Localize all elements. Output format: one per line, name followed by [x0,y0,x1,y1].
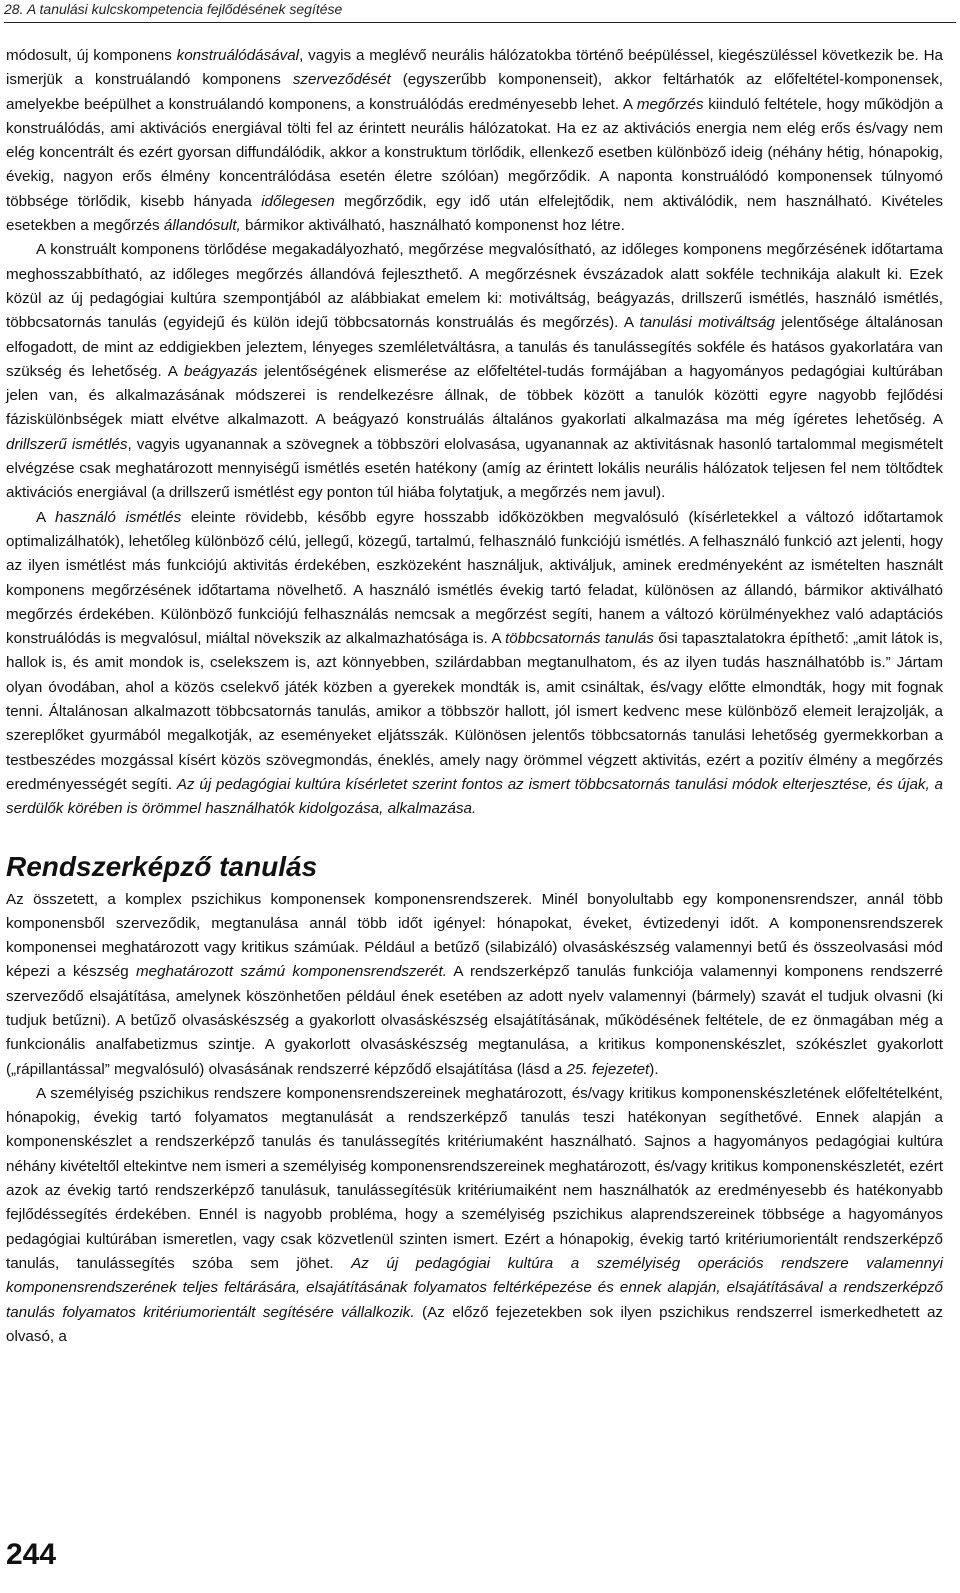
body-paragraph [6,238,943,505]
emphasis-text: 25. fejezetet [566,1060,650,1078]
emphasis-text: szerveződését [292,71,391,89]
page-body [6,44,943,1349]
text-run: ). [649,1060,659,1078]
text-run: (Az előző fejezetekben sok ilyen pszichikus rendszerrel ismerkedhetett az olvasó, a [6,1303,943,1345]
emphasis-text: megőrzés [636,95,704,113]
emphasis-text: időlegesen [261,192,335,210]
text-run: A konstruált komponens törlődése megakadályozható, megőrzése megvalósítható, az időleges komponens megőrzésének időtartama meghosszabbítható, az időleges megőrzés állandóvá fejleszthető. A megőrzésnek évszázadok alatt sokféle technikája alakult ki. Ezek közül az új pedagógiai kultúra szempontjából az alábbiakat emelem ki: motiváltság, beágyazás, drillszerű ismétlés, használó ismétlés, többcsatornás tanulás (egyidejű és külön idejű többcsatornás konstruálás és megőrzés). A [6,241,943,332]
text-run: A rendszerképző tanulás funkciója valamennyi komponens rendszerré szerveződő elsajátítása, amelynek köszönhetően például ének esetében az adott nyelv valamennyi (bármely) szavát el tudjuk olvasni (ki tudjuk betűzni). A betűző olvasáskészség a gyakorlott olvasáskészség elsajátításának, működésének feltétele, de ez önmagában még a funkcionális analfabetizmus szintje. A gyakorlott olvasáskészség megtanulása, a kritikus komponenskészlet, szókészlet gyakorlott („rápillantással” megvalósuló) olvasásának rendszerré képződő elsajátítása (lásd a [6,963,943,1078]
text-run: (egyszerűbb komponenseit), akkor feltárhatók az előfeltétel-komponensek, amelyekbe beépülhet a konstruálandó komponens, a konstruálódás eredményesebb lehet. A [6,71,943,113]
text-run: ősi tapasztalatokra építhető: „amit látok is, hallok is, és amit mondok is, cselekszem is, azt könnyebben, szilárdabban megtanulhatom, és az ilyen tudás használhatóbb is.” Jártam olyan óvodában, ahol a közös cselekvő játék közben a gyerekek mondták is, amit csináltak, és/vagy előtte elmondták, hogy mit fognak tenni. Általánosan alkalmazott többcsatornás tanulás, amikor a többször hallott, jól ismert kedvenc mese különböző elemeit lerajzolják, a szereplőket gyurmából megalkotják, az eseményeket eljátsszák. Különösen jelentős többcsatornás tanulási lehetőség gyermekkorban a testbeszédes mozgással kísért közös szövegmondás, éneklés, amely nagy örömmel végzett aktivitás, ezért a pozitív élmény a megőrzés eredményességét segíti. [6,630,943,793]
emphasis-text: használó ismétlés [55,508,182,526]
text-run: , vagyis a meglévő neurális hálózatokba történő beépüléssel, kiegészüléssel következik be. Ha ismerjük a konstruálandó komponens [6,47,943,89]
text-run: módosult, új komponens [6,47,177,64]
text-run: kiinduló feltétele, hogy működjön a konstruálódás, ami aktivációs energiával tölti fel az érintett neurális hálózatokat. Ha ez az aktivációs energia nem elég erős és/vagy nem elég koncentrált és ezért gyorsan diffundálódik, akkor a konstruktum törlődik, ellenkező esetben különböző ideig (néhány hétig, hónapokig, évekig, nagyon erős élmény koncentrálódása esetén életre szólóan) megőrződik. A naponta konstruálódó komponensek túlnyomó többsége törlődik, kisebb hányada [6,95,944,210]
emphasis-text: állandósult, [163,217,241,235]
emphasis-text: beágyazás [184,362,258,380]
emphasis-text: meghatározott számú komponensrendszerét. [135,963,447,981]
text-run: A [36,508,55,526]
body-paragraph [6,1082,943,1349]
text-run: megőrződik, egy idő után elfelejtődik, nem aktiválódik, nem használható. Kivételes esetekben a megőrzés [6,192,943,235]
emphasis-text: Az új pedagógiai kultúra kísérletet szerint fontos az ismert többcsatornás tanulási módok elterjesztése, és újak, a serdülők körében is örömmel használhatók kidolgozása, alkalmazása. [6,775,943,818]
body-paragraph [6,888,943,1082]
page-number: 244 [6,1538,57,1571]
emphasis-text: drillszerű ismétlés [6,435,128,453]
body-paragraph [6,506,943,822]
running-header: 28. A tanulási kulcskompetencia fejlődésének segítése [4,0,956,23]
section-heading: Rendszerképző tanulás [6,850,318,882]
text-run: Az összetett, a komplex pszichikus komponensek komponensrendszerek. Minél bonyolultabb egy komponensrendszer, annál több komponensből szerveződik, megtanulása annál több időt igényel: hónapokat, éveket, évtizedenyi időt. A komponensrendszerek komponensei meghatározott vagy kritikus számúak. Például a betűző (silabizáló) olvasáskészség valamennyi betű és összeolvasási mód képezi a készség [6,890,943,981]
emphasis-text: tanulási motiváltság [639,314,775,332]
emphasis-text: Az új pedagógiai kultúra a személyiség operációs rendszere valamennyi komponensrendszerének teljes feltárására, elsajátításának folyamatos feltérképezése és ennek alapján, elsajátításával a rendszerképző tanulás folyamatos kritériumorientált segítésére vállalkozik. [6,1254,944,1321]
text-run: A személyiség pszichikus rendszere komponensrendszereinek meghatározott, és/vagy kritikus komponenskészletének előfeltételként, hónapokig, évekig tartó folyamatos megtanulását a rendszerképző tanulás teszi hatékonyan segíthetővé. Ennek alapján a komponenskészlet a rendszerképző tanulás és tanulássegítés kritériumaként használható. Sajnos a hagyományos pedagógiai kultúra néhány kivételtől eltekintve nem ismeri a személyiség komponensrendszereinek meghatározott, és/vagy kritikus komponenskészletét, ezért azok az évekig tartó rendszerképző tanulásuk, tanulássegítésük kritériumaiként nem használhatók az eredményesebb és hatékonyabb fejlődéssegítés érdekében. Ennél is nagyobb probléma, hogy a személyiség pszichikus alaprendszereinek többsége a hagyományos pedagógiai kultúrában ismeretlen, vagy csak közvetlenül szinten ismert. Ezért a hónapokig, évekig tartó kritériumorientált rendszerképző tanulás, tanulássegítés szóba sem jöhet. [6,1084,944,1272]
text-run: bármikor aktiválható, használható komponenst hoz létre. [240,217,625,235]
text-run: eleinte rövidebb, később egyre hosszabb időközökben megvalósuló (kísérletekkel a változó időtartamok optimalizálhatók), lehetőleg különböző célú, jellegű, közegű, tartalmú, felhasználó funkciójú ismétlés. A felhasználó funkció azt jelenti, hogy az ilyen ismétlést más funkciójú aktivitás érdekében, eszközeként használjuk, aktiváljuk, aminek eredményeként az ismételten használt komponens megőrzésének időtartama növelhető. A használó ismétlés évekig tartó feladat, különösen az állandó, bármikor aktiválható megőrzés érdekében. Különböző funkciójú felhasználás nemcsak a megőrzést segíti, hanem a változó körülményekhez való adaptációs konstruálódás is megvalósul, miáltal növekszik az alkalmazhatósága is. A [6,508,944,648]
text-run: jelentőségének elismerése az előfeltétel-tudás formájában a hagyományos pedagógiai kultúrában jelen van, és alkalmazásának módszerei is rendelkezésre állnak, de többek között a tanulók közötti egyre nagyobb fejlődési fáziskülönbségek miatt elvétve alkalmazott. A beágyazó konstruálás általános gyakorlati alkalmazása ma még ígéretes lehetőség. A [6,362,943,429]
emphasis-text: többcsatornás tanulás [505,630,654,648]
emphasis-text: konstruálódásával [176,47,300,64]
body-paragraph [6,44,943,238]
text-run: jelentősége általánosan elfogadott, de mint az eddigiekben jeleztem, lényeges szemléletváltásra, a tanulás és tanulássegítés sokféle és hatásos gyakorlatára van szükség és lehetőség. A [6,314,943,380]
text-run: , vagyis ugyanannak a szövegnek a többszöri elolvasása, ugyanannak az aktivitásnak hasonló tartalommal megismételt elvégzése csak meghatározott mennyiségű ismétlés esetén hatékony (amíg az érintett lokális neurális hálózatok teljesen fel nem töltődtek aktivációs energiával (a drillszerű ismétlést egy ponton túl hiába folytatjuk, a megőrzés nem javul). [6,435,944,502]
